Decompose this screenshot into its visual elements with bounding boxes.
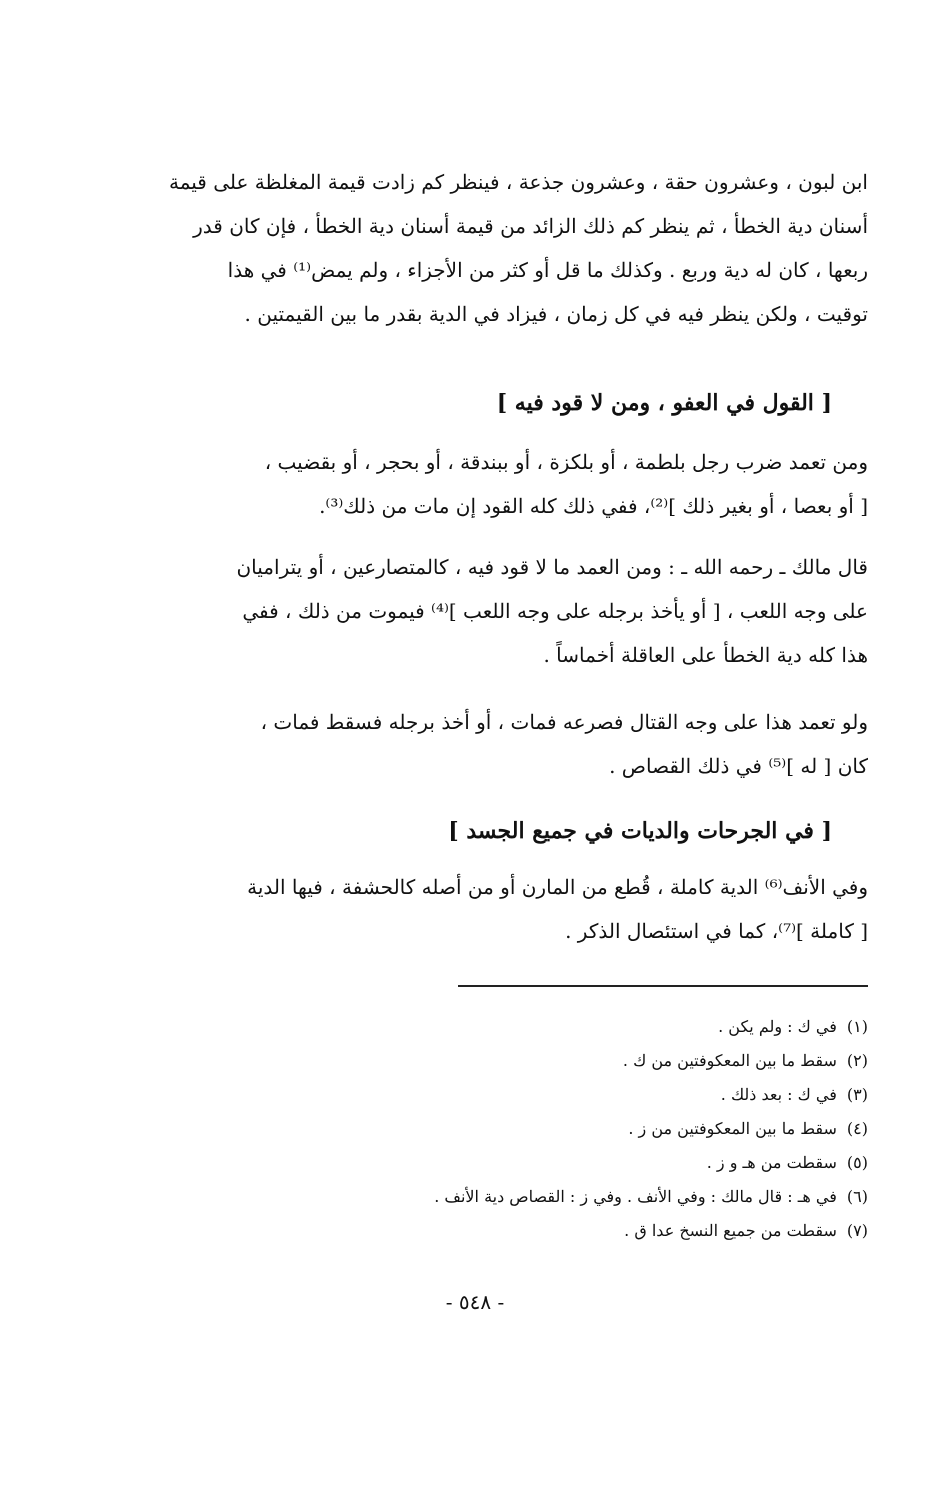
footnote-item: [308, 1010, 868, 1044]
paragraph-malik-wrestlers: [70, 545, 868, 677]
footnote-item: [308, 1180, 868, 1214]
footnote-number: (١): [846, 1017, 868, 1036]
section-heading-injuries: [ في الجرحات والديات في جميع الجسد ]: [448, 818, 832, 844]
paragraph-fighting-retaliation: [70, 700, 868, 788]
text-line: وفي الأنف⁽⁶⁾ الدية كاملة ، قُطع من المارن أو من أصله كالحشفة ، فيها الدية: [247, 875, 868, 899]
footnote-text: في ك : بعد ذلك .: [720, 1085, 837, 1104]
footnote-text: سقطت من هـ و ز .: [706, 1153, 837, 1172]
footnotes-list: [308, 1010, 868, 1248]
text-line: توقيت ، ولكن ينظر فيه في كل زمان ، فيزاد في الدية بقدر ما بين القيمتين .: [244, 302, 868, 326]
paragraph-deliberate-strike: [70, 440, 868, 528]
footnote-text: سقط ما بين المعكوفتين من ك .: [622, 1051, 837, 1070]
footnote-number: (٧): [846, 1221, 868, 1240]
footnote-item: [308, 1146, 868, 1180]
text-line: [ كاملة ]⁽⁷⁾، كما في استئصال الذكر .: [565, 919, 868, 943]
page-number: - ٥٤٨ -: [445, 1290, 505, 1314]
text-line: ولو تعمد هذا على وجه القتال فصرعه فمات ، أو أخذ برجله فسقط فمات ،: [260, 710, 868, 734]
section-heading-pardon: [ القول في العفو ، ومن لا قود فيه ]: [496, 390, 832, 416]
footnote-item: [308, 1044, 868, 1078]
footnote-item: [308, 1078, 868, 1112]
text-line: على وجه اللعب ، [ أو يأخذ برجله على وجه اللعب ]⁽⁴⁾ فيموت من ذلك ، ففي: [242, 599, 868, 623]
footnote-item: [308, 1214, 868, 1248]
paragraph-nose-diya: [70, 865, 868, 953]
footnote-item: [308, 1112, 868, 1146]
footnote-number: (٣): [846, 1085, 868, 1104]
footnote-text: في هـ : قال مالك : وفي الأنف . وفي ز : القصاص دية الأنف .: [434, 1187, 837, 1206]
footnote-number: (٢): [846, 1051, 868, 1070]
text-line: [ أو بعصا ، أو بغير ذلك ]⁽²⁾، ففي ذلك كله القود إن مات من ذلك⁽³⁾.: [319, 494, 868, 518]
footnote-number: (٤): [846, 1119, 868, 1138]
text-line: هذا كله دية الخطأ على العاقلة أخماساً .: [543, 643, 868, 667]
footnote-number: (٥): [846, 1153, 868, 1172]
text-line: ومن تعمد ضرب رجل بلطمة ، أو بلكزة ، أو ببندقة ، أو بحجر ، أو بقضيب ،: [264, 450, 868, 474]
text-line: ابن لبون ، وعشرون حقة ، وعشرون جذعة ، فينظر كم زادت قيمة المغلظة على قيمة: [168, 170, 868, 194]
footnote-text: سقط ما بين المعكوفتين من ز .: [628, 1119, 837, 1138]
paragraph-diya-valuation: [70, 160, 868, 336]
footnote-number: (٦): [846, 1187, 868, 1206]
text-line: أسنان دية الخطأ ، ثم ينظر كم ذلك الزائد من قيمة أسنان دية الخطأ ، فإن كان قدر: [193, 214, 868, 238]
footnote-text: في ك : ولم يكن .: [718, 1017, 837, 1036]
text-line: كان [ له ]⁽⁵⁾ في ذلك القصاص .: [609, 754, 868, 778]
text-line: قال مالك ـ رحمه الله ـ : ومن العمد ما لا قود فيه ، كالمتصارعين ، أو يتراميان: [236, 555, 868, 579]
footnote-separator: [458, 985, 868, 987]
text-line: ربعها ، كان له دية وربع . وكذلك ما قل أو كثر من الأجزاء ، ولم يمض⁽¹⁾ في هذا: [227, 258, 868, 282]
footnote-text: سقطت من جميع النسخ عدا ق .: [624, 1221, 837, 1240]
